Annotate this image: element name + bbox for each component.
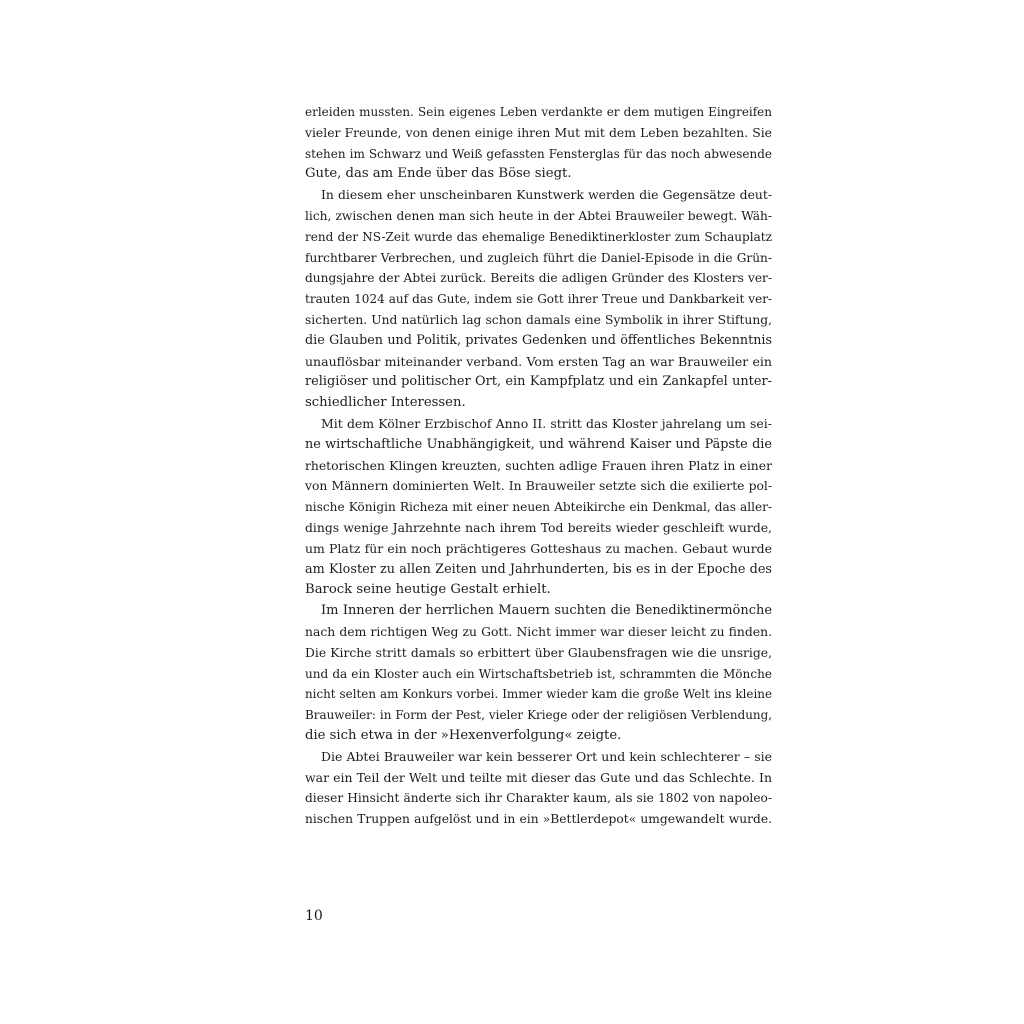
- body-text: [305, 102, 772, 830]
- text-line: nach dem richtigen Weg zu Gott. Nicht immer war dieser leicht zu finden.: [305, 624, 772, 639]
- text-line: die sich etwa in der »Hexenverfolgung« zeigte.: [305, 727, 622, 743]
- text-line: vieler Freunde, von denen einige ihren Mut mit dem Leben bezahlten. Sie: [305, 125, 772, 140]
- text-line: schiedlicher Interessen.: [305, 395, 466, 411]
- text-line: dieser Hinsicht änderte sich ihr Charakter kaum, als sie 1802 von napoleo-: [305, 791, 772, 806]
- text-line: lich, zwischen denen man sich heute in der Abtei Brauweiler bewegt. Wäh-: [305, 208, 772, 223]
- text-line: Brauweiler: in Form der Pest, vieler Kriege oder der religiösen Verblendung,: [305, 708, 772, 723]
- text-line: dings wenige Jahrzehnte nach ihrem Tod bereits wieder geschleift wurde,: [305, 519, 772, 535]
- text-line: stehen im Schwarz und Weiß gefassten Fensterglas für das noch abwesende: [305, 146, 772, 161]
- text-line: sicherten. Und natürlich lag schon damals eine Symbolik in ihrer Stiftung,: [305, 312, 772, 327]
- text-line: erleiden mussten. Sein eigenes Leben verdankte er dem mutigen Eingreifen: [305, 105, 772, 119]
- text-line: am Kloster zu allen Zeiten und Jahrhunderten, bis es in der Epoche des: [305, 561, 772, 577]
- text-line: nicht selten am Konkurs vorbei. Immer wieder kam die große Welt ins kleine: [305, 687, 772, 702]
- text-line: Gute, das am Ende über das Böse siegt.: [305, 166, 572, 182]
- text-line: trauten 1024 auf das Gute, indem sie Gott ihrer Treue und Dankbarkeit ver-: [305, 292, 772, 307]
- text-line: nischen Truppen aufgelöst und in ein »Bettlerdepot« umgewandelt wurde.: [305, 812, 772, 827]
- text-line: unauflösbar miteinander verband. Vom ersten Tag an war Brauweiler ein: [305, 353, 772, 369]
- page-number: 10: [305, 908, 323, 924]
- text-line: religiöser und politischer Ort, ein Kampfplatz und ein Zankapfel unter-: [305, 374, 772, 390]
- text-line: furchtbarer Verbrechen, und zugleich führt die Daniel-Episode in die Grün-: [305, 250, 772, 265]
- text-line: von Männern dominierten Welt. In Brauweiler setzte sich die exilierte pol-: [305, 479, 772, 494]
- text-line: Barock seine heutige Gestalt erhielt.: [305, 582, 551, 598]
- text-line: rhetorischen Klingen kreuzten, suchten adlige Frauen ihren Platz in einer: [305, 458, 772, 473]
- text-line: war ein Teil der Welt und teilte mit dieser das Gute und das Schlechte. In: [305, 769, 772, 785]
- text-line: und da ein Kloster auch ein Wirtschaftsbetrieb ist, schrammten die Mönche: [305, 666, 772, 681]
- text-line: In diesem eher unscheinbaren Kunstwerk werden die Gegensätze deut-: [321, 188, 772, 203]
- text-line: um Platz für ein noch prächtigeres Gotteshaus zu machen. Gebaut wurde: [305, 540, 772, 556]
- text-line: Die Abtei Brauweiler war kein besserer Ort und kein schlechterer – sie: [321, 748, 772, 764]
- text-line: die Glauben und Politik, privates Gedenken und öffentliches Bekenntnis: [305, 332, 772, 348]
- text-line: nische Königin Richeza mit einer neuen Abteikirche ein Denkmal, das aller-: [305, 500, 772, 515]
- text-line: ne wirtschaftliche Unabhängigkeit, und während Kaiser und Päpste die: [305, 436, 772, 452]
- text-line: Die Kirche stritt damals so erbittert über Glaubensfragen wie die unsrige,: [305, 645, 772, 660]
- text-line: Im Inneren der herrlichen Mauern suchten die Benediktinermönche: [321, 603, 772, 619]
- text-line: dungsjahre der Abtei zurück. Bereits die adligen Gründer des Klosters ver-: [305, 271, 772, 286]
- text-line: Mit dem Kölner Erzbischof Anno II. stritt das Kloster jahrelang um sei-: [321, 415, 772, 431]
- text-line: rend der NS-Zeit wurde das ehemalige Benediktinerkloster zum Schauplatz: [305, 229, 772, 244]
